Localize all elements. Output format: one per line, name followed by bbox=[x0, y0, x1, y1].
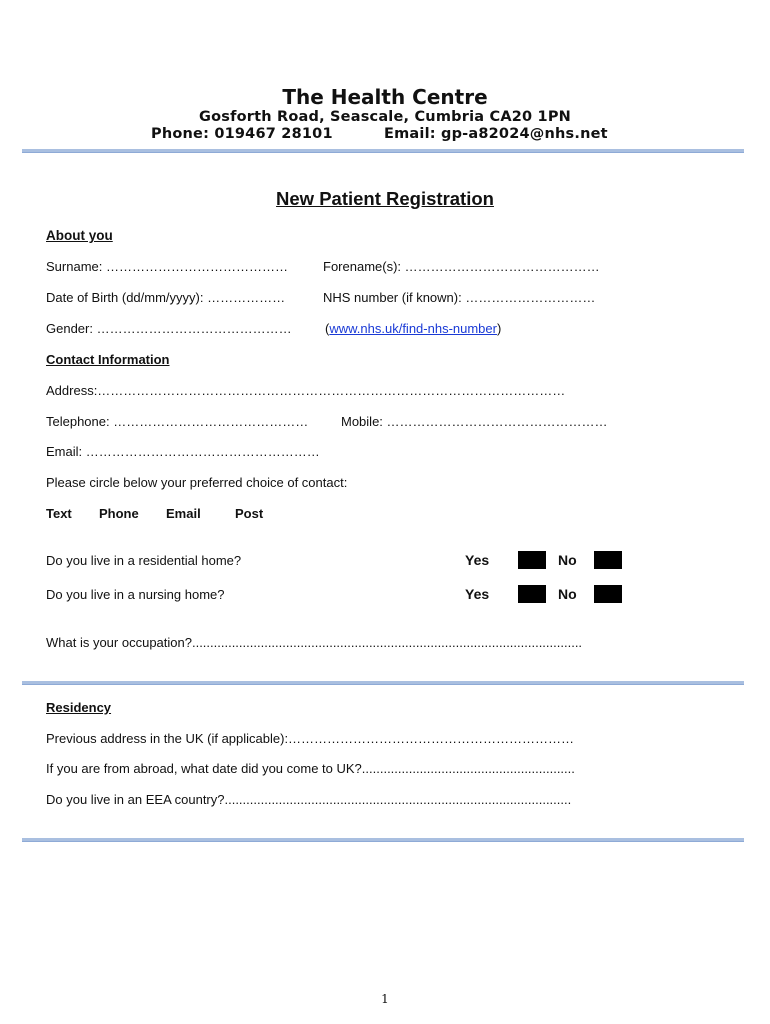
section-contact: Contact Information bbox=[46, 352, 170, 367]
forenames-field[interactable]: Forename(s): ……………………………………… bbox=[323, 259, 600, 274]
bottom-divider bbox=[22, 838, 744, 842]
surname-field[interactable]: Surname: …………………………………… bbox=[46, 259, 288, 274]
practice-email: Email: gp-a82024@nhs.net bbox=[384, 126, 608, 142]
contact-option-post[interactable]: Post bbox=[235, 506, 264, 521]
residential-no-label: No bbox=[558, 552, 577, 568]
abroad-date-field[interactable]: If you are from abroad, what date did you come to UK?........................................................... bbox=[46, 761, 575, 776]
section-about-you: About you bbox=[46, 228, 113, 243]
page-number: 1 bbox=[381, 992, 389, 1006]
section-residency: Residency bbox=[46, 700, 112, 715]
previous-address-field[interactable]: Previous address in the UK (if applicable):………………………………………………………… bbox=[46, 731, 575, 746]
nhs-number-field[interactable]: NHS number (if known): ………………………… bbox=[323, 290, 596, 305]
mobile-field[interactable]: Mobile: …………………………………………… bbox=[341, 414, 608, 429]
residential-yes-label: Yes bbox=[465, 552, 490, 568]
section-divider bbox=[22, 681, 744, 685]
contact-option-email[interactable]: Email bbox=[166, 506, 201, 521]
nhs-link-wrapper bbox=[325, 321, 501, 336]
eea-field[interactable]: Do you live in an EEA country?................................................................................................ bbox=[46, 792, 572, 807]
paren-open: ( bbox=[325, 321, 330, 336]
practice-address: Gosforth Road, Seascale, Cumbria CA20 1PN bbox=[198, 109, 572, 125]
contact-option-text[interactable]: Text bbox=[46, 506, 72, 521]
address-field[interactable]: Address:……………………………………………………………………………………………… bbox=[46, 383, 566, 398]
nursing-yes-label: Yes bbox=[465, 586, 490, 602]
contact-line bbox=[0, 126, 770, 146]
practice-phone: Phone: 019467 28101 bbox=[151, 126, 333, 142]
residential-yes-checkbox[interactable] bbox=[518, 551, 546, 569]
email-field[interactable]: Email: ……………………………………………… bbox=[46, 444, 320, 459]
nursing-yes-checkbox[interactable] bbox=[518, 585, 546, 603]
header-divider bbox=[22, 149, 744, 153]
gender-field[interactable]: Gender: ……………………………………… bbox=[46, 321, 292, 336]
occupation-field[interactable]: What is your occupation?............................................................................................................ bbox=[46, 635, 583, 650]
nursing-no-label: No bbox=[558, 586, 577, 602]
telephone-field[interactable]: Telephone: ……………………………………… bbox=[46, 414, 309, 429]
contact-option-phone[interactable]: Phone bbox=[99, 506, 139, 521]
residential-question: Do you live in a residential home? bbox=[46, 553, 242, 568]
residential-no-checkbox[interactable] bbox=[594, 551, 622, 569]
paren-close: ) bbox=[496, 321, 502, 336]
practice-name: The Health Centre bbox=[282, 85, 488, 109]
nursing-question: Do you live in a nursing home? bbox=[46, 587, 225, 602]
dob-field[interactable]: Date of Birth (dd/mm/yyyy): ……………… bbox=[46, 290, 286, 305]
nursing-no-checkbox[interactable] bbox=[594, 585, 622, 603]
preferred-contact-prompt: Please circle below your preferred choice of contact: bbox=[46, 475, 348, 490]
form-title: New Patient Registration bbox=[276, 188, 494, 209]
nhs-number-link[interactable]: www.nhs.uk/find-nhs-number bbox=[329, 321, 497, 336]
